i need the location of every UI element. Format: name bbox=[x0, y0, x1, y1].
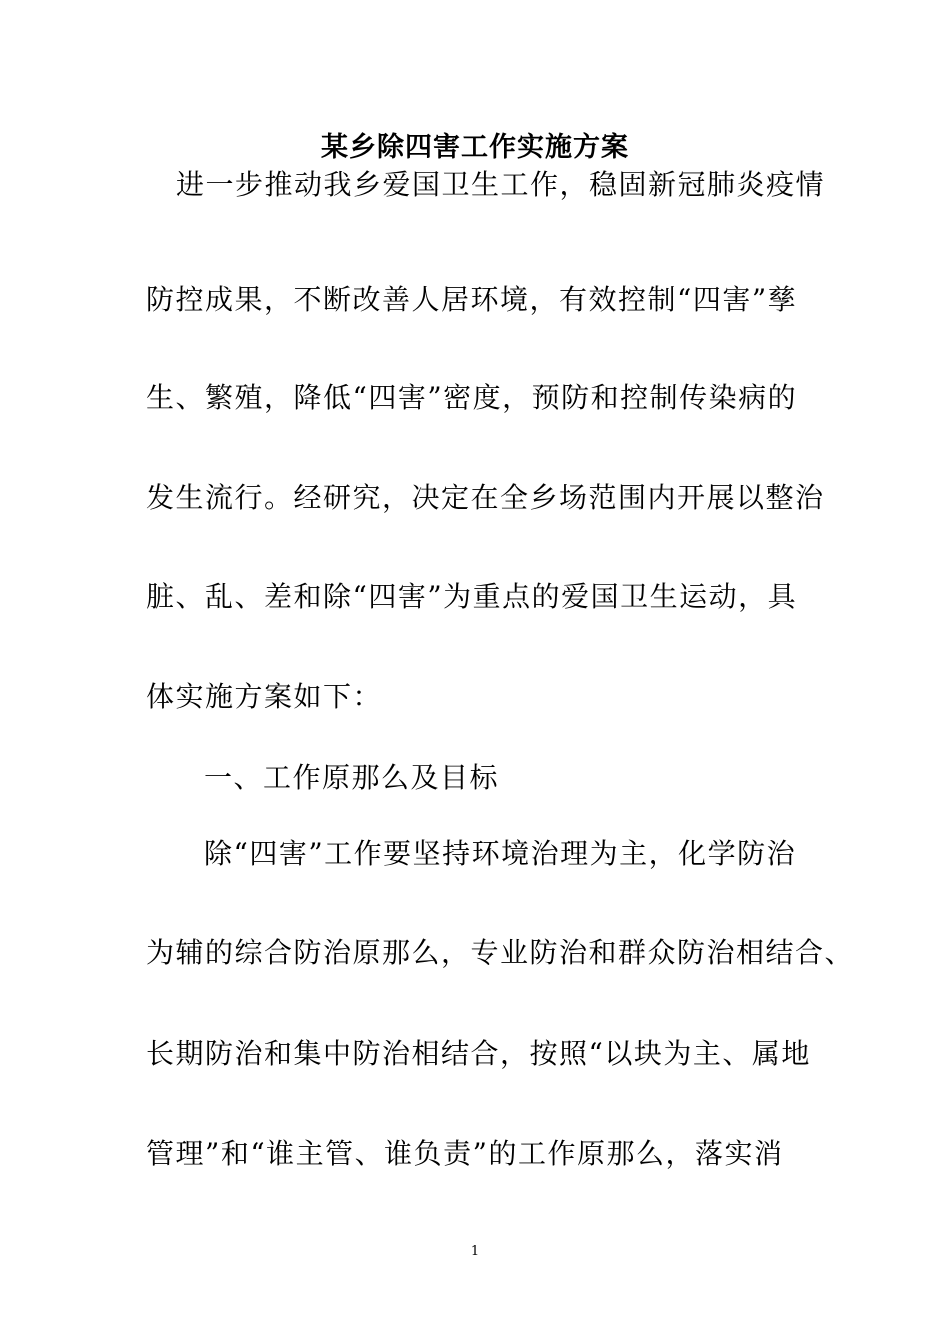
paragraph-line: 发生流行。经研究，决定在全乡场范围内开展以整治 bbox=[146, 481, 825, 514]
paragraph-line: 为辅的综合防治原那么，专业防治和群众防治相结合、 bbox=[146, 936, 855, 969]
paragraph-line: 生、繁殖，降低“四害”密度，预防和控制传染病的 bbox=[146, 381, 798, 414]
paragraph-line: 管理”和“谁主管、谁负责”的工作原那么，落实消 bbox=[146, 1137, 784, 1170]
section-heading: 一、工作原那么及目标 bbox=[204, 761, 500, 794]
paragraph-line: 脏、乱、差和除“四害”为重点的爱国卫生运动，具 bbox=[146, 580, 798, 613]
page-number: 1 bbox=[470, 1244, 480, 1259]
paragraph-line: 除“四害”工作要坚持环境治理为主，化学防治 bbox=[204, 837, 797, 870]
paragraph-line: 长期防治和集中防治相结合，按照“以块为主、属地 bbox=[146, 1037, 811, 1070]
document-title: 某乡除四害工作实施方案 bbox=[321, 132, 629, 163]
paragraph-line: 防控成果，不断改善人居环境，有效控制“四害”孳 bbox=[146, 283, 798, 316]
paragraph-line: 体实施方案如下： bbox=[146, 680, 383, 713]
paragraph-line: 进一步推动我乡爱国卫生工作，稳固新冠肺炎疫情 bbox=[176, 168, 826, 201]
